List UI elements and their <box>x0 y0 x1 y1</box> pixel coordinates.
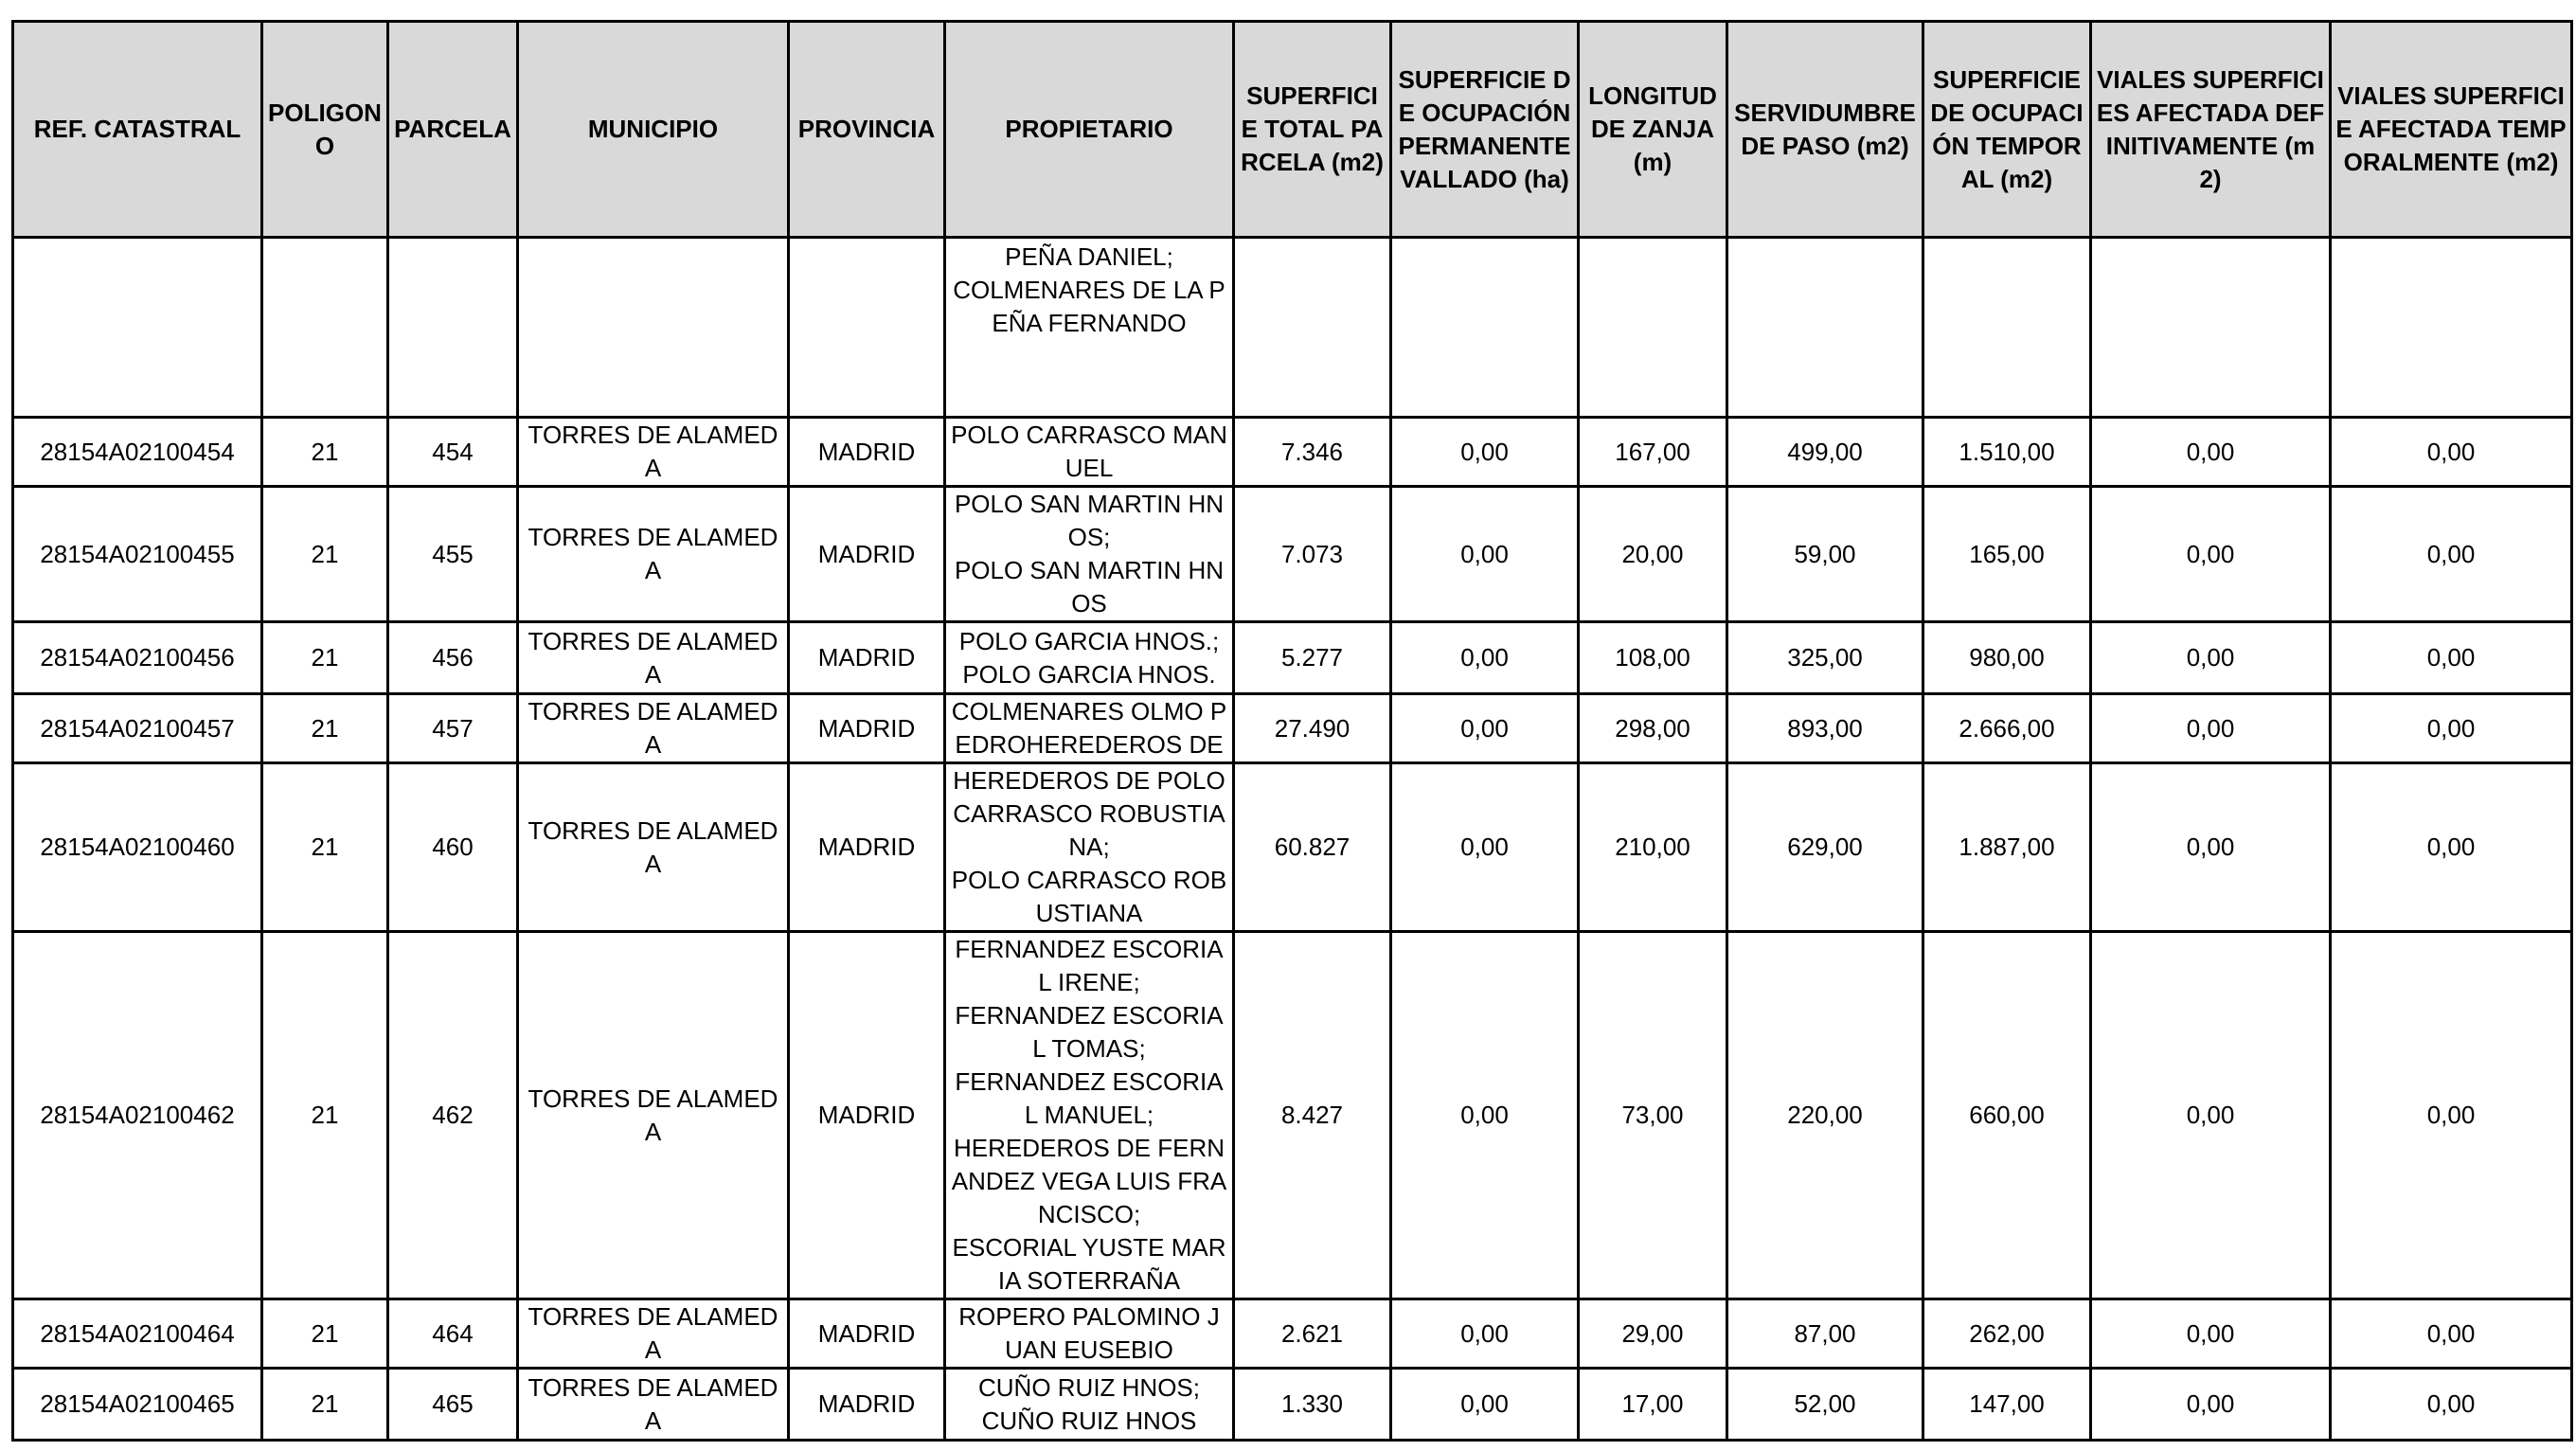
cell-servidumbre-paso <box>1727 238 1923 418</box>
header-superficie-total: SUPERFICIE TOTAL PARCELA (m2) <box>1234 22 1391 238</box>
cell-ocupacion-temporal: 262,00 <box>1923 1299 2091 1369</box>
cell-ocupacion-temporal <box>1923 238 2091 418</box>
cell-parcela: 464 <box>388 1299 518 1369</box>
cell-poligono: 21 <box>262 622 388 694</box>
header-parcela: PARCELA <box>388 22 518 238</box>
cell-viales-definitiva: 0,00 <box>2091 763 2331 932</box>
cell-propietario: FERNANDEZ ESCORIAL IRENE; FERNANDEZ ESCORIAL TOMAS; FERNANDEZ ESCORIAL MANUEL; HEREDEROS DE FERNANDEZ VEGA LUIS FRANCISCO; ESCORIAL YUSTE MARIA SOTERRAÑA <box>945 932 1234 1299</box>
cell-provincia: MADRID <box>789 694 945 763</box>
header-viales-definitiva: VIALES SUPERFICIES AFECTADA DEFINITIVAMENTE (m2) <box>2091 22 2331 238</box>
cell-provincia: MADRID <box>789 487 945 622</box>
cell-municipio: TORRES DE ALAMEDA <box>518 1299 789 1369</box>
cell-superficie-total: 8.427 <box>1234 932 1391 1299</box>
cell-ocupacion-permanente: 0,00 <box>1391 418 1579 487</box>
cell-servidumbre-paso: 893,00 <box>1727 694 1923 763</box>
header-ocupacion-permanente: SUPERFICIE DE OCUPACIÓN PERMANENTE VALLADO (ha) <box>1391 22 1579 238</box>
cell-servidumbre-paso: 87,00 <box>1727 1299 1923 1369</box>
cell-superficie-total: 27.490 <box>1234 694 1391 763</box>
cell-servidumbre-paso: 52,00 <box>1727 1369 1923 1441</box>
cell-propietario: PEÑA DANIEL; COLMENARES DE LA PEÑA FERNANDO <box>945 238 1234 418</box>
cell-longitud-zanja: 29,00 <box>1579 1299 1727 1369</box>
table-row <box>13 1369 2572 1441</box>
cell-servidumbre-paso: 220,00 <box>1727 932 1923 1299</box>
cell-ocupacion-permanente: 0,00 <box>1391 487 1579 622</box>
cell-ocupacion-temporal: 2.666,00 <box>1923 694 2091 763</box>
cell-parcela <box>388 238 518 418</box>
cell-servidumbre-paso: 325,00 <box>1727 622 1923 694</box>
cell-viales-definitiva: 0,00 <box>2091 418 2331 487</box>
cell-viales-temporal: 0,00 <box>2331 622 2572 694</box>
cell-poligono <box>262 238 388 418</box>
cell-ref-catastral <box>13 238 262 418</box>
cell-longitud-zanja: 298,00 <box>1579 694 1727 763</box>
cell-viales-temporal: 0,00 <box>2331 418 2572 487</box>
cell-provincia: MADRID <box>789 622 945 694</box>
cell-ocupacion-permanente: 0,00 <box>1391 1369 1579 1441</box>
header-viales-temporal: VIALES SUPERFICIE AFECTADA TEMPORALMENTE (m2) <box>2331 22 2572 238</box>
cell-superficie-total: 2.621 <box>1234 1299 1391 1369</box>
cell-municipio: TORRES DE ALAMEDA <box>518 1369 789 1441</box>
cell-viales-temporal: 0,00 <box>2331 1369 2572 1441</box>
cell-municipio: TORRES DE ALAMEDA <box>518 487 789 622</box>
cell-propietario: POLO CARRASCO MANUEL <box>945 418 1234 487</box>
cell-ocupacion-temporal: 1.510,00 <box>1923 418 2091 487</box>
table-row <box>13 763 2572 932</box>
cell-ref-catastral: 28154A02100455 <box>13 487 262 622</box>
cell-longitud-zanja <box>1579 238 1727 418</box>
cell-ref-catastral: 28154A02100460 <box>13 763 262 932</box>
cell-poligono: 21 <box>262 1369 388 1441</box>
cell-parcela: 457 <box>388 694 518 763</box>
cell-viales-definitiva: 0,00 <box>2091 487 2331 622</box>
header-provincia: PROVINCIA <box>789 22 945 238</box>
cell-viales-definitiva: 0,00 <box>2091 1369 2331 1441</box>
header-poligono: POLIGONO <box>262 22 388 238</box>
cell-municipio: TORRES DE ALAMEDA <box>518 694 789 763</box>
cell-municipio: TORRES DE ALAMEDA <box>518 622 789 694</box>
cell-ocupacion-temporal: 165,00 <box>1923 487 2091 622</box>
cell-superficie-total: 60.827 <box>1234 763 1391 932</box>
cell-propietario: ROPERO PALOMINO JUAN EUSEBIO <box>945 1299 1234 1369</box>
cell-provincia <box>789 238 945 418</box>
cell-poligono: 21 <box>262 694 388 763</box>
table-row <box>13 238 2572 418</box>
cell-superficie-total: 7.073 <box>1234 487 1391 622</box>
cell-poligono: 21 <box>262 418 388 487</box>
cell-longitud-zanja: 20,00 <box>1579 487 1727 622</box>
cell-provincia: MADRID <box>789 1369 945 1441</box>
cell-poligono: 21 <box>262 1299 388 1369</box>
cell-ref-catastral: 28154A02100462 <box>13 932 262 1299</box>
cell-parcela: 462 <box>388 932 518 1299</box>
cell-longitud-zanja: 17,00 <box>1579 1369 1727 1441</box>
cell-provincia: MADRID <box>789 1299 945 1369</box>
cell-viales-temporal: 0,00 <box>2331 694 2572 763</box>
cell-ref-catastral: 28154A02100465 <box>13 1369 262 1441</box>
header-longitud-zanja: LONGITUD DE ZANJA (m) <box>1579 22 1727 238</box>
cell-viales-definitiva: 0,00 <box>2091 694 2331 763</box>
cell-poligono: 21 <box>262 932 388 1299</box>
cell-parcela: 460 <box>388 763 518 932</box>
cell-viales-temporal: 0,00 <box>2331 763 2572 932</box>
table-row <box>13 487 2572 622</box>
cell-ocupacion-permanente: 0,00 <box>1391 763 1579 932</box>
cell-propietario: CUÑO RUIZ HNOS; CUÑO RUIZ HNOS <box>945 1369 1234 1441</box>
table-row <box>13 932 2572 1299</box>
cell-poligono: 21 <box>262 763 388 932</box>
cell-ocupacion-temporal: 1.887,00 <box>1923 763 2091 932</box>
parcel-table <box>11 20 2573 1442</box>
cell-superficie-total <box>1234 238 1391 418</box>
cell-parcela: 465 <box>388 1369 518 1441</box>
cell-propietario: HEREDEROS DE POLO CARRASCO ROBUSTIANA; POLO CARRASCO ROBUSTIANA <box>945 763 1234 932</box>
table-row <box>13 622 2572 694</box>
cell-ocupacion-permanente: 0,00 <box>1391 932 1579 1299</box>
cell-superficie-total: 1.330 <box>1234 1369 1391 1441</box>
cell-municipio <box>518 238 789 418</box>
cell-municipio: TORRES DE ALAMEDA <box>518 763 789 932</box>
table-row <box>13 1299 2572 1369</box>
cell-longitud-zanja: 210,00 <box>1579 763 1727 932</box>
cell-viales-temporal: 0,00 <box>2331 487 2572 622</box>
cell-longitud-zanja: 73,00 <box>1579 932 1727 1299</box>
cell-superficie-total: 7.346 <box>1234 418 1391 487</box>
cell-ocupacion-temporal: 660,00 <box>1923 932 2091 1299</box>
cell-ocupacion-permanente: 0,00 <box>1391 622 1579 694</box>
cell-longitud-zanja: 167,00 <box>1579 418 1727 487</box>
header-ocupacion-temporal: SUPERFICIE DE OCUPACIÓN TEMPORAL (m2) <box>1923 22 2091 238</box>
cell-servidumbre-paso: 629,00 <box>1727 763 1923 932</box>
cell-viales-temporal <box>2331 238 2572 418</box>
cell-viales-temporal: 0,00 <box>2331 932 2572 1299</box>
cell-servidumbre-paso: 499,00 <box>1727 418 1923 487</box>
cell-propietario: POLO SAN MARTIN HNOS; POLO SAN MARTIN HNOS <box>945 487 1234 622</box>
cell-ocupacion-permanente <box>1391 238 1579 418</box>
cell-viales-definitiva <box>2091 238 2331 418</box>
cell-propietario: POLO GARCIA HNOS.; POLO GARCIA HNOS. <box>945 622 1234 694</box>
cell-viales-temporal: 0,00 <box>2331 1299 2572 1369</box>
header-servidumbre-paso: SERVIDUMBRE DE PASO (m2) <box>1727 22 1923 238</box>
cell-provincia: MADRID <box>789 418 945 487</box>
cell-municipio: TORRES DE ALAMEDA <box>518 418 789 487</box>
cell-ref-catastral: 28154A02100456 <box>13 622 262 694</box>
cell-ocupacion-temporal: 980,00 <box>1923 622 2091 694</box>
header-ref-catastral: REF. CATASTRAL <box>13 22 262 238</box>
table-row <box>13 418 2572 487</box>
cell-superficie-total: 5.277 <box>1234 622 1391 694</box>
cell-ocupacion-permanente: 0,00 <box>1391 1299 1579 1369</box>
cell-ocupacion-temporal: 147,00 <box>1923 1369 2091 1441</box>
cell-ref-catastral: 28154A02100457 <box>13 694 262 763</box>
header-propietario: PROPIETARIO <box>945 22 1234 238</box>
cell-provincia: MADRID <box>789 763 945 932</box>
cell-servidumbre-paso: 59,00 <box>1727 487 1923 622</box>
cell-ref-catastral: 28154A02100464 <box>13 1299 262 1369</box>
cell-viales-definitiva: 0,00 <box>2091 1299 2331 1369</box>
cell-parcela: 456 <box>388 622 518 694</box>
cell-propietario: COLMENARES OLMO PEDROHEREDEROS DE <box>945 694 1234 763</box>
cell-municipio: TORRES DE ALAMEDA <box>518 932 789 1299</box>
header-row <box>13 22 2572 238</box>
cell-parcela: 455 <box>388 487 518 622</box>
cell-ocupacion-permanente: 0,00 <box>1391 694 1579 763</box>
cell-longitud-zanja: 108,00 <box>1579 622 1727 694</box>
cell-parcela: 454 <box>388 418 518 487</box>
cell-poligono: 21 <box>262 487 388 622</box>
cell-ref-catastral: 28154A02100454 <box>13 418 262 487</box>
cell-viales-definitiva: 0,00 <box>2091 932 2331 1299</box>
cell-provincia: MADRID <box>789 932 945 1299</box>
header-municipio: MUNICIPIO <box>518 22 789 238</box>
cell-viales-definitiva: 0,00 <box>2091 622 2331 694</box>
table-row <box>13 694 2572 763</box>
